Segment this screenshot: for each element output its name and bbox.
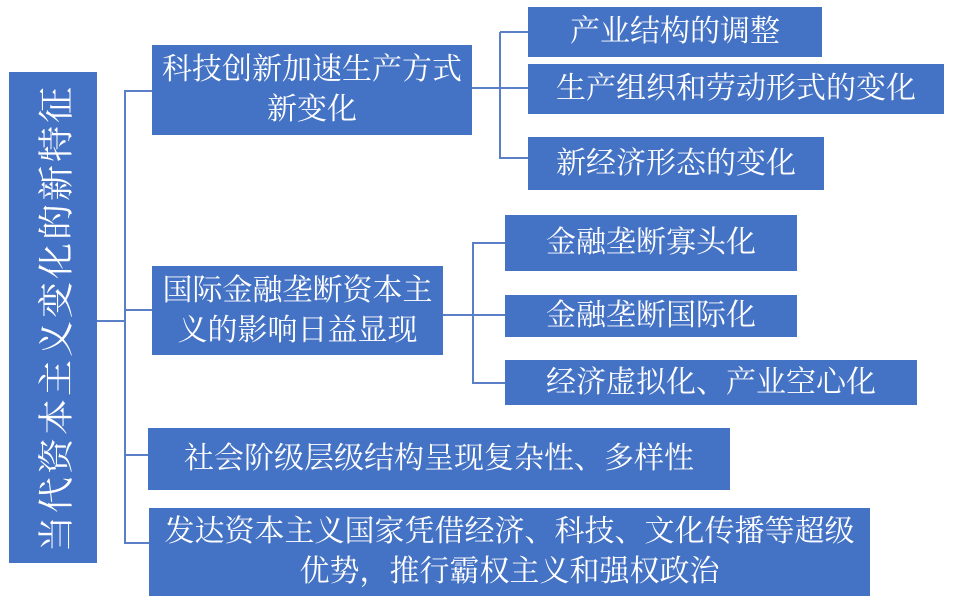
branch-4-label-line1: 发达资本主义国家凭借经济、科技、文化传播等超级 — [164, 515, 855, 549]
connector-group1-child3-stub — [500, 157, 528, 159]
branch-3-label: 社会阶级层级结构呈现复杂性、多样性 — [184, 442, 694, 476]
leaf-label: 金融垄断寡头化 — [546, 226, 756, 260]
leaf-label: 金融垄断国际化 — [546, 299, 756, 333]
leaf-label: 生产组织和劳动形式的变化 — [556, 72, 916, 106]
branch-4-label-line2: 优势，推行霸权主义和强权政治 — [299, 555, 720, 588]
leaf-label: 产业结构的调整 — [570, 15, 780, 49]
connector-group2-child3-stub — [473, 382, 505, 384]
connector-root-trunk — [96, 320, 125, 322]
leaf-label: 经济虚拟化、产业空心化 — [546, 365, 876, 399]
connector-group1-trunk — [499, 32, 501, 159]
connector-group2-child1-stub — [473, 242, 505, 244]
leaf-node-industry-structure — [528, 7, 822, 57]
root-node — [9, 72, 97, 563]
connector-branch2-stub — [124, 309, 152, 311]
branch-2-label-line1: 国际金融垄断资本主 — [162, 273, 433, 307]
branch-node-3 — [148, 428, 730, 490]
branch-node-4 — [149, 508, 870, 596]
leaf-node-financial-oligarchy — [505, 215, 797, 271]
leaf-label: 新经济形态的变化 — [556, 146, 796, 180]
root-node-label: 当代资本主义变化的新特征 — [35, 84, 76, 553]
branch-2-label-line2: 义的影响日益显现 — [177, 313, 418, 347]
leaf-node-financial-internationalization — [505, 295, 797, 337]
connector-group2-trunk — [472, 242, 474, 384]
branch-node-1 — [152, 45, 472, 135]
connector-branch1-stub — [124, 90, 152, 92]
leaf-node-economic-virtualization — [505, 360, 917, 405]
connector-group1-child1-stub — [500, 31, 528, 33]
branch-1-label-line1: 科技创新加速生产方式 — [162, 53, 462, 87]
connector-main-trunk — [124, 90, 126, 544]
leaf-node-new-economy-forms — [528, 137, 824, 190]
connector-branch3-stub — [124, 454, 150, 456]
connector-group2-parent — [443, 314, 505, 316]
branch-node-2 — [152, 266, 443, 355]
branch-1-label-line2: 新变化 — [267, 93, 357, 126]
leaf-node-production-organization — [528, 64, 944, 114]
